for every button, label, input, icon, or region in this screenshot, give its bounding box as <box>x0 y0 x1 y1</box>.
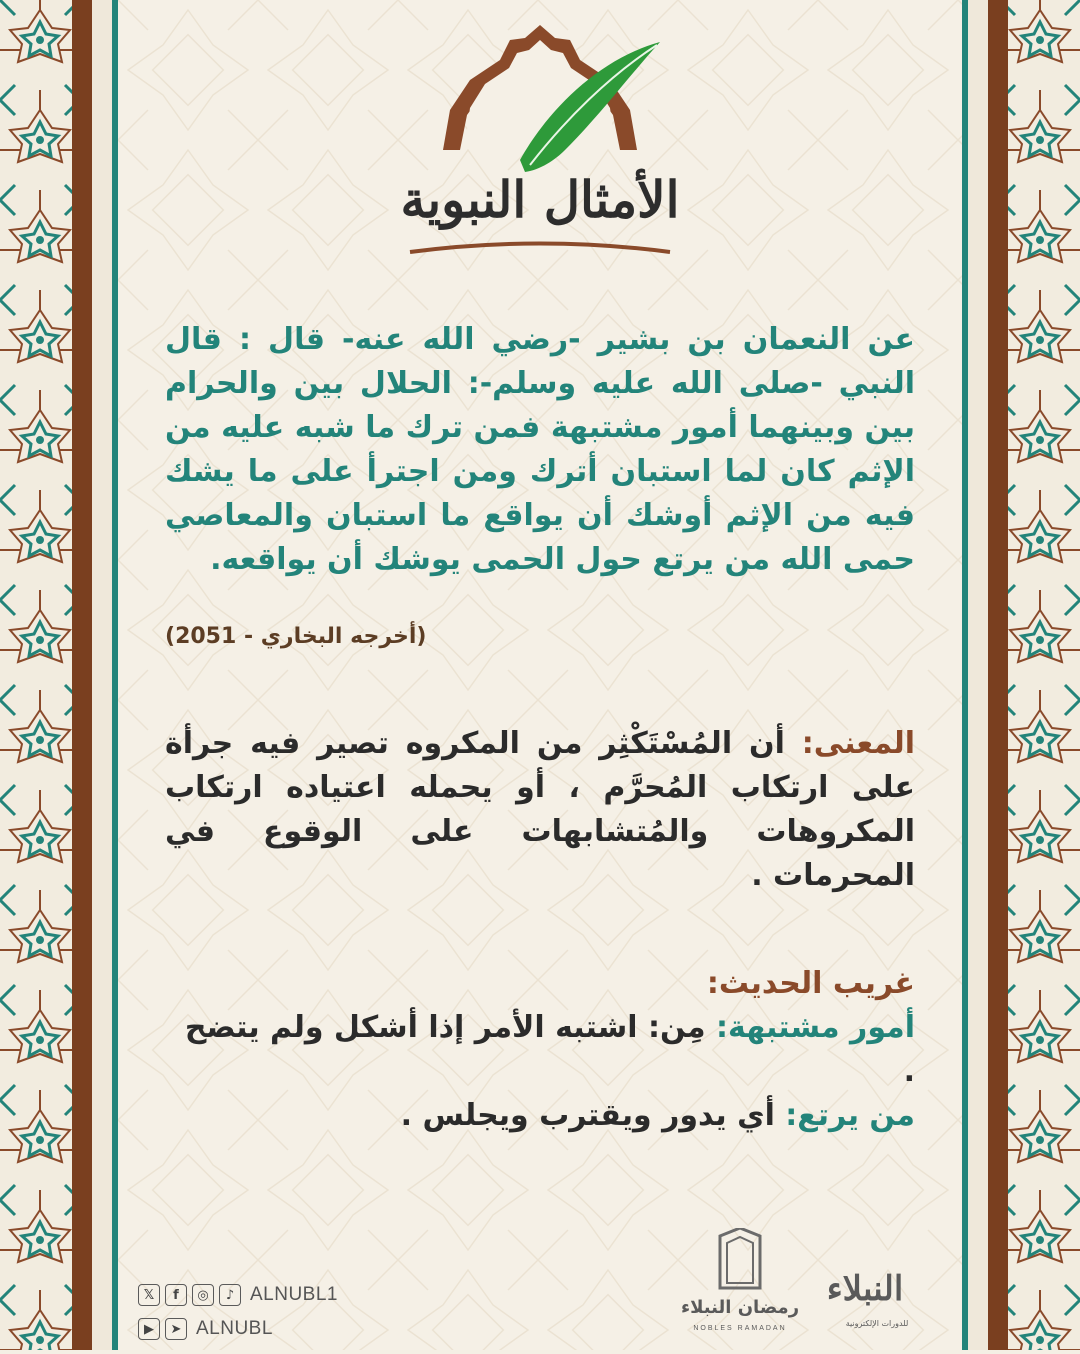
telegram-icon[interactable]: ➤ <box>165 1318 187 1340</box>
gharib-heading: غريب الحديث: <box>706 966 915 1001</box>
meaning-label: المعنى: <box>801 726 915 761</box>
hadith-text: عن النعمان بن بشير -رضي الله عنه- قال : قال النبي -صلى الله عليه وسلم-: الحلال بين والحرام بين وبينهما أمور مشتبهة فمن ترك ما شبه عليه من الإثم كان لما استبان أترك ومن اجترأ على ما يشك فيه من الإثم أوشك أن يواقع ما استبان والمعاصي حمى الله من يرتع حول الحمى يوشك أن يواقعه. <box>165 322 915 577</box>
gharib-term: أمور مشتبهة: <box>716 1010 915 1045</box>
gharib-item <box>165 1006 915 1094</box>
gharib-item <box>165 1094 915 1138</box>
gharib-definition: مِن: اشتبه الأمر إذا أشكل ولم يتضح . <box>184 1010 915 1089</box>
alnubl-logo <box>815 1228 915 1338</box>
youtube-icon[interactable]: ▶ <box>138 1318 160 1340</box>
instagram-icon[interactable]: ◎ <box>192 1284 214 1306</box>
gharib-term: من يرتع: <box>785 1098 915 1133</box>
social-row-1 <box>138 1282 338 1308</box>
right-ornament-border <box>1000 0 1080 1350</box>
social-links <box>138 1282 338 1350</box>
right-brown-stripe <box>988 0 1008 1350</box>
left-cream-gap <box>92 0 112 1350</box>
hadith-source: (أخرجه البخاري - 2051) <box>165 624 427 649</box>
left-brown-stripe <box>72 0 92 1350</box>
social-row-2 <box>138 1316 338 1342</box>
meaning-text: أن المُسْتَكْثِر من المكروه تصير فيه جرأة على ارتكاب المُحرَّم ، أو يحمله اعتياده ارتكاب المكروهات والمُتشابهات على الوقوع في المحرمات . <box>165 726 915 893</box>
social-handle-1[interactable]: ALNUBL1 <box>250 1284 338 1305</box>
brand-ramadan-en: NOBLES RAMADAN <box>693 1325 787 1332</box>
nobles-ramadan-logo <box>670 1228 810 1338</box>
header-logo <box>395 20 685 265</box>
mihrab-icon <box>670 1228 810 1338</box>
brand-nubl-title: النبلاء <box>826 1269 904 1309</box>
gharib-section <box>165 962 915 1138</box>
left-ornament-border <box>0 0 80 1350</box>
brand-ramadan-title: رمضان النبلاء <box>680 1297 800 1318</box>
social-handle-2[interactable]: ALNUBL <box>196 1318 273 1339</box>
logo-title: الأمثال النبوية <box>400 170 680 229</box>
facebook-icon[interactable]: f <box>165 1284 187 1306</box>
meaning-paragraph <box>165 722 915 898</box>
brand-nubl-subtitle: للدورات الإلكترونية <box>845 1319 909 1328</box>
right-teal-line <box>962 0 968 1350</box>
gharib-definition: أي يدور ويقترب ويجلس . <box>400 1098 786 1133</box>
tiktok-icon[interactable]: ♪ <box>219 1284 241 1306</box>
calligraphy-logo-icon <box>815 1228 915 1338</box>
x-icon[interactable]: 𝕏 <box>138 1284 160 1306</box>
right-cream-gap <box>968 0 988 1350</box>
